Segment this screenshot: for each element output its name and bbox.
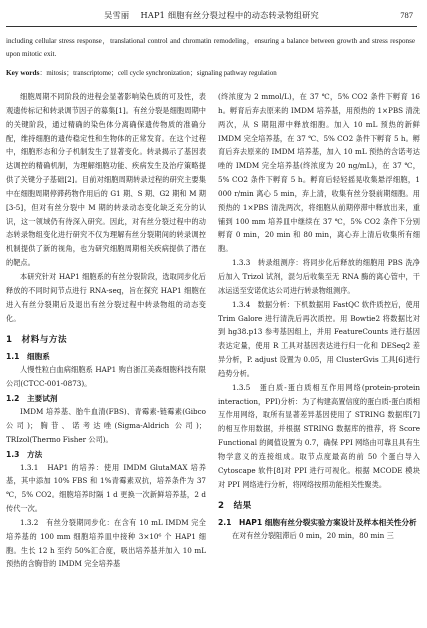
- keywords-text: ：mitosis；transcriptome；cell cycle synchronization；signaling pathway regulation: [39, 70, 277, 77]
- keywords-line: [6, 67, 415, 77]
- section-heading-methods: 1 材料与方法: [6, 335, 68, 346]
- running-header: [6, 8, 417, 27]
- section-heading-results: 2 结果: [218, 501, 252, 512]
- intro-paragraph-2: 本研究针对 HAP1 细胞系的有丝分裂阶段，选取同步化后释放的不同时间节点进行 RNA-seq，旨在探究 HAP1 细胞在进入有丝分裂期后及退出有丝分裂过程中转录物组的动态变化。: [6, 271, 206, 323]
- method-sync-text: 1.3.2 有丝分裂期同步化：在含有 10 mL IMDM 完全培养基的 100 mm 细胞培养皿中接种 3×10⁶ 个 HAP1 细胞。生长 12 h 至约 50%汇合度，吸出培养基并加入 10 mL 预热的含胸苷的 IMDM 完全培养基: [6, 517, 206, 569]
- intro-paragraph-1: 细胞周期不同阶段的进程会显著影响染色质的可及性，表观遗传标记和转录调节因子的募集[1]。有丝分裂是细胞周期中的关键阶段，通过精确的染色体分离确保遗传物质的准确分配，维持细胞的遗传稳定性和生物体的正常发育。在这个过程中，细胞形态和分子机制发生了显著变化。转录揭示了基因表达调控的精确机制，为理解细胞功能、疾病发生及治疗策略提供了关键分子基础[2]。目前对细胞周期转录过程的研究主要集中在细胞周期停滞药物作用后的 G1 期、S 期、G2 期和 M 期[3-5]，但对有丝分裂中 M 期的转录动态变化缺乏充分的认识，这一领域仍有待深入研究。因此，对有丝分裂过程中的动态转录物组变化进行研究不仅为理解有丝分裂期间的转录调控机制提供了新的视角，也为研究细胞周期相关疾病提供了潜在的靶点。: [6, 92, 206, 268]
- right-column: [218, 90, 420, 543]
- subsection-heading-cell-line: 1.1 细胞系: [6, 352, 50, 362]
- method-culture-text: 1.3.1 HAP1 的培养：使用 IMDM GlutaMAX 培养基，其中添加 10% FBS 和 1%青霉素双抗，培养条件为 37 ℃，5% CO2。细胞培养时隔 1 d 更换一次新鲜培养基，2 d 传代一次。: [6, 462, 206, 514]
- subsection-heading-design: 2.1 HAP1 细胞有丝分裂实验方案设计及样本相关性分析: [218, 518, 417, 528]
- reagents-text: IMDM 培养基、胎牛血清(FBS)、青霉素-链霉素(Gibco 公司)；胸苷、诺考达唑(Sigma-Aldrich 公司)；TRIzol(Thermo Fisher 公司)。: [6, 407, 206, 444]
- method-analysis-text: 1.3.4 数据分析：下机数据用 FastQC 软件质控后，使用 Trim Galore 进行清洗后再次质控。用 Bowtie2 将数据比对到 hg38.p13 参考基因组上，并用 FeatureCounts 进行基因表达定量，使用 R 工具对基因表达进行归一化和 DESeq2 差异分析，P. adjust 设置为 0.05，用 ClusterGvis 工具[6]进行趋势分析。: [218, 299, 420, 378]
- cell-line-text: 人慢性粒白血病细胞系 HAP1 购自浙江美森细胞科技有限公司(CTCC-001-0873)。: [6, 365, 206, 389]
- subsection-heading-methods: 1.3 方法: [6, 449, 43, 459]
- method-ppi-text: 1.3.5 蛋白质-蛋白质相互作用网络(protein-protein interaction，PPI)分析：为了构建高置信度的蛋白质-蛋白质相互作用网络，取所有显著差异基因使用了 STRING 数据库[7]的相互作用数据，并根据 STRING 数据库的推荐，将 Score Functional 的阈值设置为 0.7，确保 PPI 网络由可靠且具有生物学意义的连接组成。取节点度最高的前 50 个蛋白导入 Cytoscape 软件[8]对 PPI 进行可视化。根据 MCODE 模块对 PPI 网络进行分析，将网络按照功能相关性聚类。: [218, 382, 420, 489]
- left-column: [6, 90, 206, 571]
- sync-continued-text: (终浓度为 2 mmol/L)，在 37 ℃，5% CO2 条件下孵育 16 h。孵育后弃去原来的 IMDM 培养基，用预热的 1×PBS 清洗两次，从 S 期阻滞中释放细胞。加入 10 mL 预热的新鲜 IMDM 完全培养基，在 37 ℃、5% CO2 条件下孵育 5 h。孵育后弃去原来的 IMDM 培养基，加入 10 mL 预热的含诺考达唑的 IMDM 完全培养基(终浓度为 20 ng/mL)，在 37 ℃，5% CO2 条件下孵育 5 h。孵育后轻轻摇晃收集悬浮细胞，1 000 r/min 离心 5 min，弃上清，收集有丝分裂前期细胞。用预热的 1×PBS 清洗两次，将细胞从前期停滞中释放出来，重铺到 100 mm 培养皿中继续在 37 ℃，5% CO2 条件下分别孵育 0 min，20 min 和 80 min，离心弃上清后收集所有细胞。: [218, 92, 420, 254]
- subsection-heading-reagents: 1.2 主要试剂: [6, 394, 58, 404]
- keywords-label: Key words: [6, 68, 40, 77]
- abstract-tail: including cellular stress response，translational control and chromatin remodeling，ensuring a balance between growth and stress response upon mitotic exit.: [6, 37, 415, 58]
- method-sequencing-text: 1.3.3 转录组测序：将同步化后释放的细胞用 PBS 洗净后加入 Trizol 试剂，混匀后收集至无 RNA 酶的离心管中，干冰运送至安诺优达公司进行转录物组测序。: [218, 258, 420, 295]
- results-text: 在对有丝分裂阻滞后 0 min，20 min，80 min 三: [232, 531, 394, 541]
- page-number: 787: [400, 10, 413, 20]
- running-title: 吴雪丽 HAP1 细胞有丝分裂过程中的动态转录物组研究: [104, 10, 319, 20]
